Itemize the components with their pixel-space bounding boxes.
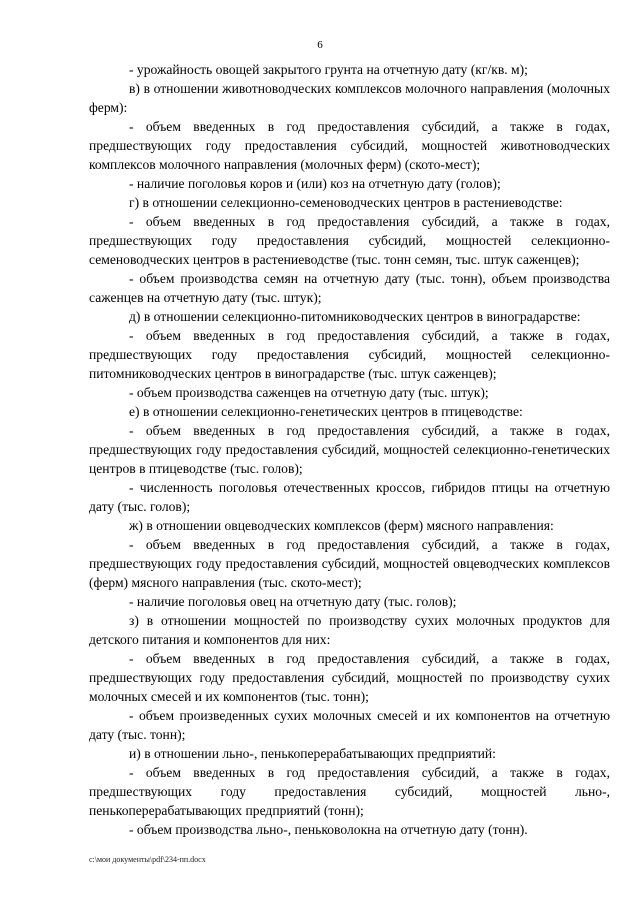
paragraph: з) в отношении мощностей по производству сухих молочных продуктов для детского питания и компонентов для них: — [89, 613, 610, 647]
paragraph: в) в отношении животноводческих комплексов молочного направления (молочных ферм): — [89, 81, 610, 115]
document-body — [89, 60, 610, 839]
paragraph: ж) в отношении овцеводческих комплексов (ферм) мясного направления: — [129, 518, 554, 533]
paragraph: - объем производства семян на отчетную дату (тыс. тонн), объем производства саженцев на отчетную дату (тыс. штук); — [89, 271, 610, 305]
paragraph: - объем введенных в год предоставления субсидий, а также в годах, предшествующих году предоставления субсидий, мощностей льно-, пенькоперерабатывающих предприятий (тонн); — [89, 765, 610, 818]
paragraph: - объем введенных в год предоставления субсидий, а также в годах, предшествующих году предоставления субсидий, мощностей по производству сухих молочных смесей и их компонентов (тыс. тонн); — [89, 651, 610, 704]
paragraph: - объем введенных в год предоставления субсидий, а также в годах, предшествующих году предоставления субсидий, мощностей овцеводческих комплексов (ферм) мясного направления (тыс. ското-мест); — [89, 537, 610, 590]
paragraph: - наличие поголовья овец на отчетную дату (тыс. голов); — [129, 594, 457, 609]
paragraph: - объем введенных в год предоставления субсидий, а также в годах, предшествующих году предоставления субсидий, мощностей селекционно-питомниководческих центров в виноградарстве (тыс. штук саженцев); — [89, 328, 610, 381]
paragraph: - объем введенных в год предоставления субсидий, а также в годах, предшествующих году предоставления субсидий, мощностей селекционно-генетических центров в птицеводстве (тыс. голов); — [89, 423, 610, 476]
paragraph: и) в отношении льно-, пенькоперерабатывающих предприятий: — [129, 746, 496, 761]
paragraph: г) в отношении селекционно-семеноводческих центров в растениеводстве: — [129, 195, 563, 210]
paragraph: - урожайность овощей закрытого грунта на отчетную дату (кг/кв. м); — [129, 62, 528, 77]
paragraph: д) в отношении селекционно-питомниководческих центров в виноградарстве: — [129, 309, 581, 324]
paragraph: - объем введенных в год предоставления субсидий, а также в годах, предшествующих году предоставления субсидий, мощностей животноводческих комплексов молочного направления (молочных ферм) (ското-мест); — [89, 119, 610, 172]
paragraph: - численность поголовья отечественных кроссов, гибридов птицы на отчетную дату (тыс. голов); — [89, 480, 610, 514]
paragraph: - объем введенных в год предоставления субсидий, а также в годах, предшествующих году предоставления субсидий, мощностей селекционно-семеноводческих центров в растениеводстве (тыс. тонн семян, тыс. штук саженцев); — [89, 214, 610, 267]
footer-file-path: c:\мои документы\pdf\234-пп.docx — [89, 855, 206, 864]
paragraph: е) в отношении селекционно-генетических центров в птицеводстве: — [129, 404, 523, 419]
paragraph: - объем производства саженцев на отчетную дату (тыс. штук); — [129, 385, 489, 400]
paragraph: - объем производства льно-, пеньковолокна на отчетную дату (тонн). — [129, 822, 528, 837]
paragraph: - наличие поголовья коров и (или) коз на отчетную дату (голов); — [129, 176, 501, 191]
paragraph: - объем произведенных сухих молочных смесей и их компонентов на отчетную дату (тыс. тонн); — [89, 708, 610, 742]
page-number: 6 — [317, 39, 323, 51]
